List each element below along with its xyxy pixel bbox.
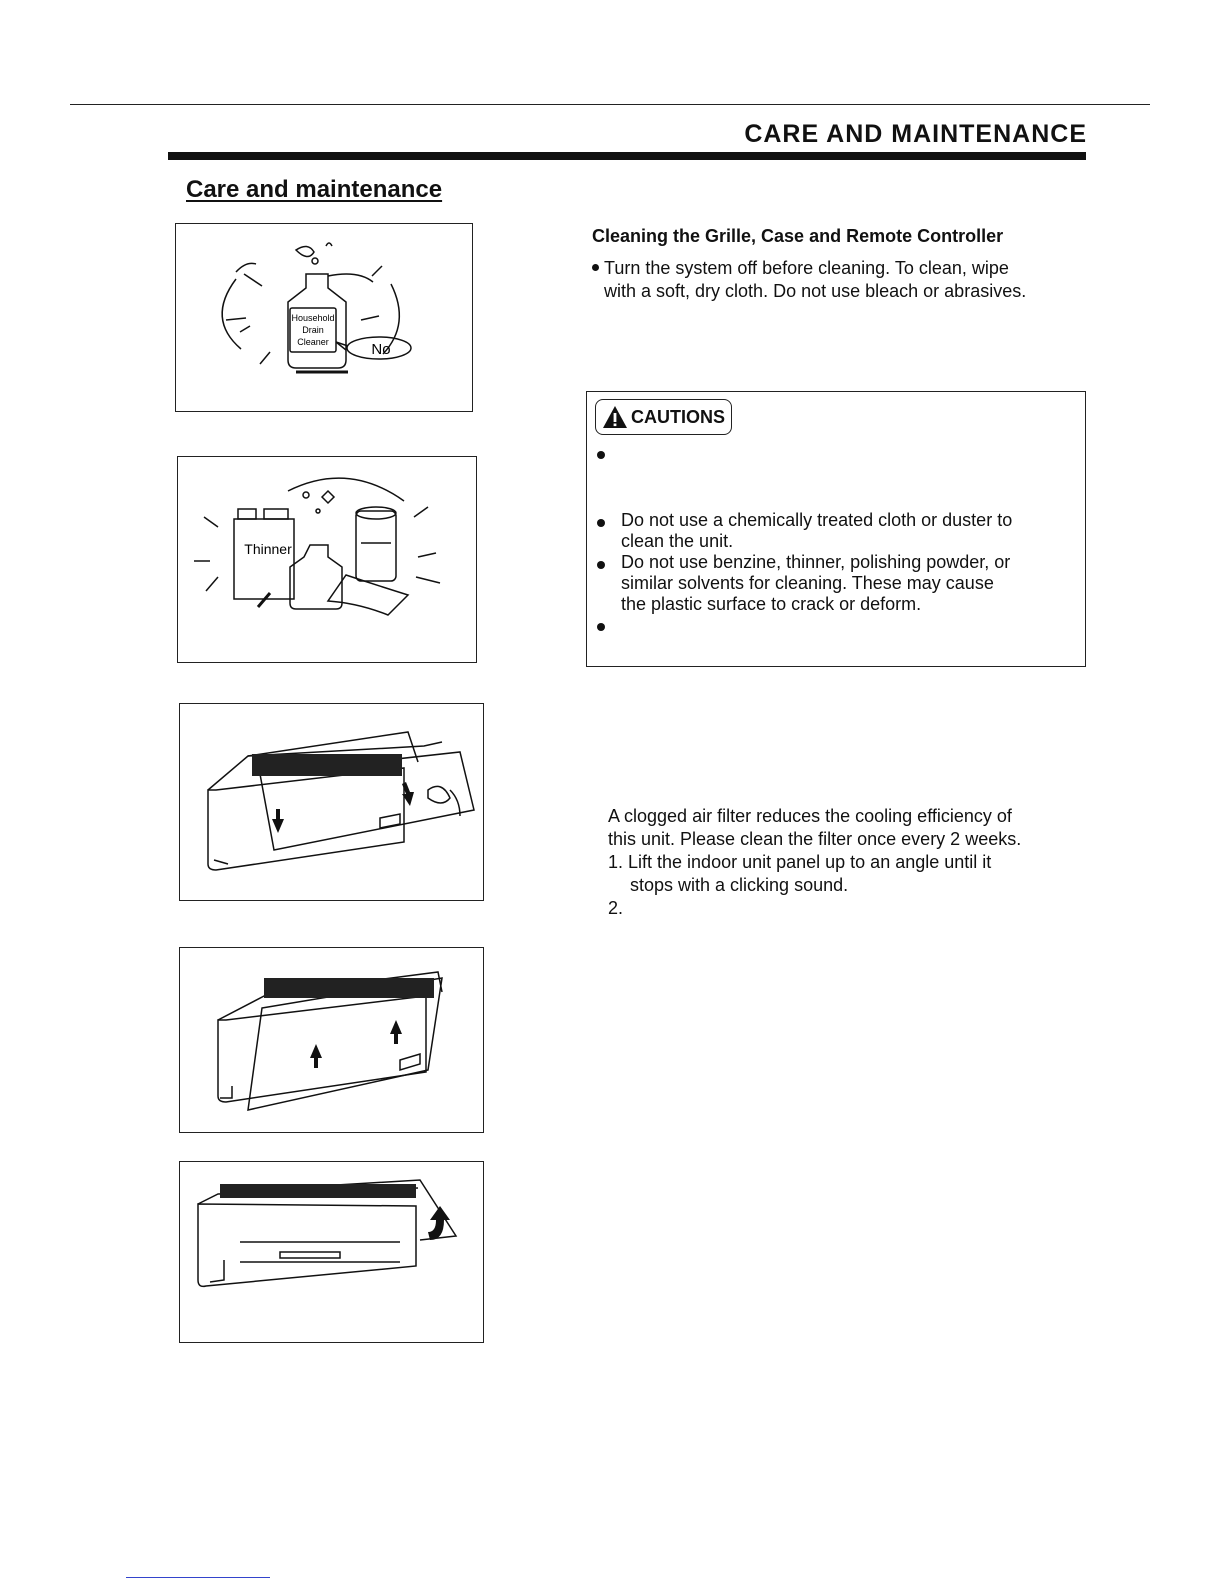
drain-cleaner-label-3: Cleaner (297, 337, 329, 347)
air-filter-intro-2: this unit. Please clean the filter once every 2 weeks. (608, 829, 1022, 849)
caution-item-3-line-2: similar solvents for cleaning. These may cause (621, 573, 994, 593)
caution-item-3-line-3: the plastic surface to crack or deform. (621, 594, 922, 614)
caution-item-2-line-1: Do not use a chemically treated cloth or duster to (621, 510, 1013, 530)
footer-link-underline (126, 1577, 270, 1578)
figure-unit-panel-lift (179, 947, 484, 1133)
air-filter-step-1-line-1: 1. Lift the indoor unit panel up to an angle until it (608, 852, 992, 872)
header-bar (168, 152, 1086, 160)
caution-item-2-line-2: clean the unit. (621, 531, 734, 551)
caution-bullet-2 (597, 519, 605, 527)
no-label: No (371, 341, 391, 358)
cleaning-line-1: Turn the system off before cleaning. To clean, wipe (604, 258, 1009, 278)
cleaning-heading: Cleaning the Grille, Case and Remote Controller (592, 226, 1004, 246)
cleaning-paragraph (592, 257, 1082, 303)
figure-thinner (177, 456, 477, 663)
air-filter-step-2: 2. (608, 898, 624, 918)
cautions-badge (595, 399, 732, 435)
caution-bullet-3 (597, 561, 605, 569)
section-title: Care and maintenance (186, 176, 443, 203)
thinner-label: Thinner (244, 541, 292, 557)
drain-cleaner-label-2: Drain (302, 325, 324, 335)
air-filter-step-1-line-2: stops with a clicking sound. (630, 875, 849, 895)
caution-item-3 (621, 552, 1076, 615)
caution-item-2 (621, 510, 1076, 552)
cautions-box (586, 391, 1086, 667)
air-filter-intro-1: A clogged air filter reduces the cooling efficiency of (608, 806, 1012, 826)
figure-unit-panel-open (179, 703, 484, 901)
figure-unit-panel-raised (179, 1161, 484, 1343)
page-header-title: CARE AND MAINTENANCE (744, 120, 1087, 148)
caution-bullet-1 (597, 451, 605, 459)
cautions-label: CAUTIONS (631, 406, 725, 427)
figure-drain-cleaner (175, 223, 473, 412)
air-filter-text (608, 805, 1078, 920)
caution-bullet-4 (597, 623, 605, 631)
bullet-icon (592, 264, 599, 271)
drain-cleaner-label-1: Household (291, 313, 335, 323)
top-rule (70, 104, 1150, 105)
cleaning-line-2: with a soft, dry cloth. Do not use bleach or abrasives. (604, 281, 1027, 301)
warning-icon (602, 405, 628, 429)
caution-item-3-line-1: Do not use benzine, thinner, polishing powder, or (621, 552, 1011, 572)
